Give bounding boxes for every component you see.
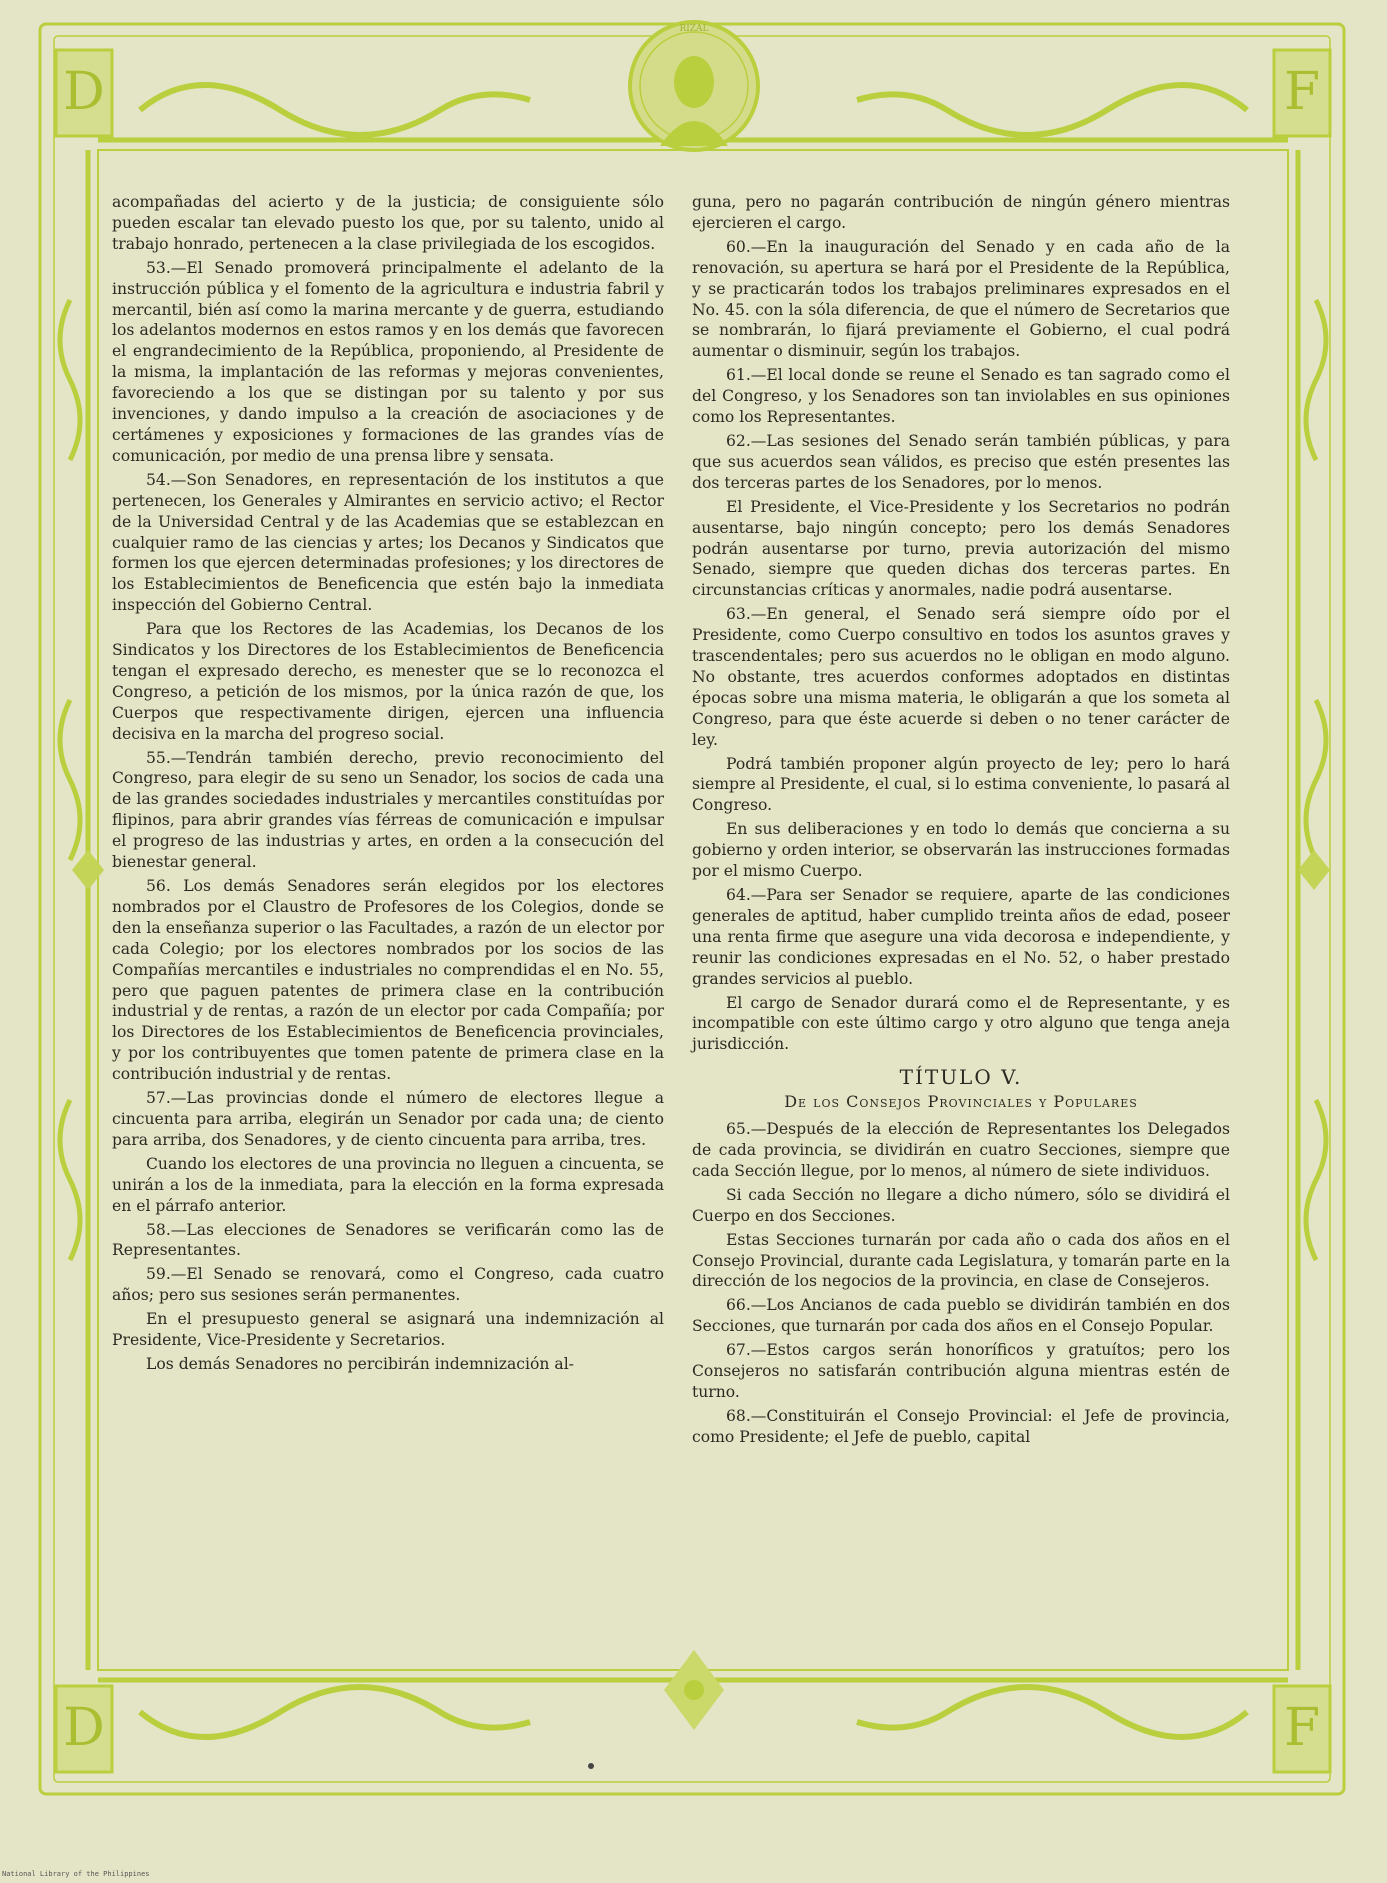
paragraph: guna, pero no pagarán contribución de ningún género mientras ejercieren el cargo.	[692, 193, 1230, 232]
page-dot	[588, 1763, 594, 1769]
paragraph: Cuando los electores de una provincia no lleguen a cincuenta, se unirán a los de la inmediata, para la elección en la forma expresada en el párrafo anterior.	[112, 1154, 664, 1215]
paragraph: 56. Los demás Senadores serán elegidos por los electores nombrados por el Claustro de Profesores de los Colegios, donde se den la enseñanza superior o las Facultades, a razón de un elector por cada Colegio; por los electores nombrados por los socios de las Compañías mercantiles e industriales no comprendidas el en No. 55, pero que paguen patentes de primera clase en la contribución industrial y de rentas, a razón de un elector por cada Compañía; por los Directores de los Establecimientos de Beneficencia provinciales, y por los contribuyentes que tomen patente de primera clase en la contribución industrial y de rentas.	[112, 877, 664, 1084]
right-text-column	[692, 192, 1230, 1451]
paragraph: 57.—Las provincias donde el número de electores llegue a cincuenta para arriba, elegirán un Senador por cada una; de ciento para arriba, dos Senadores, y de ciento cincuenta para arriba, tres.	[112, 1089, 664, 1149]
paragraph: 59.—El Senado se renovará, como el Congreso, cada cuatro años; pero sus sesiones serán permanentes.	[112, 1265, 664, 1305]
paragraph: 55.—Tendrán también derecho, previo reconocimiento del Congreso, para elegir de su seno un Senador, los socios de cada una de las grandes sociedades industriales y mercantiles constituídas por flipinos, para abrir grandes vías férreas de comunicación e impulsar el progreso de las industrias y artes, en orden a la consecución del bienestar general.	[112, 748, 664, 872]
paragraph: El Presidente, el Vice-Presidente y los Secretarios no podrán ausentarse, bajo ningún concepto; pero los demás Senadores podrán ausentarse por turno, previa autorización del mismo Senado, siempre que queden dichas dos terceras partes. En circunstancias críticas y anormales, nadie podrá ausentarse.	[692, 497, 1230, 600]
paragraph: 60.—En la inauguración del Senado y en cada año de la renovación, su apertura se hará por el Presidente de la República, y se practicarán todos los trabajos preliminares expresados en el No. 45. con la sóla diferencia, de que el número de Secretarios que se nombrarán, lo fijará previamente el Gobierno, el cual podrá aumentar o disminuir, según los trabajos.	[692, 237, 1230, 361]
medallion-label: RIZAL	[679, 24, 709, 34]
paragraph: El cargo de Senador durará como el de Representante, y es incompatible con este último cargo y otro alguno que tenga aneja jurisdicción.	[692, 993, 1230, 1054]
paragraph: 65.—Después de la elección de Representantes los Delegados de cada provincia, se dividirán en cuatro Secciones, siempre que cada Sección llegue, por lo menos, al número de siete individuos.	[692, 1120, 1230, 1180]
paragraph: 54.—Son Senadores, en representación de los institutos a que pertenecen, los Generales y Almirantes en servicio activo; el Rector de la Universidad Central y de las Academias que se establezcan en cualquier ramo de las ciencias y artes; los Decanos y Sindicatos que formen los que ejercen determinadas profesiones; y los directores de los Establecimientos de Beneficencia que estén bajo la inmediata inspección del Gobierno Central.	[112, 470, 664, 615]
portrait-medallion	[630, 22, 758, 150]
section-title: TÍTULO V.	[899, 1065, 1023, 1090]
section-subtitle: De los Consejos Provinciales y Populares	[784, 1092, 1138, 1112]
paragraph: 62.—Las sesiones del Senado serán también públicas, y para que sus acuerdos sean válidos, es preciso que estén presentes las dos terceras partes de los Senadores, por lo menos.	[692, 431, 1230, 492]
paragraph: Los demás Senadores no percibirán indemnización al-	[146, 1354, 574, 1373]
paragraph: Si cada Sección no llegare a dicho número, sólo se dividirá el Cuerpo en dos Secciones.	[692, 1185, 1230, 1225]
corner-letter-top-left: D	[63, 62, 105, 122]
paragraph: Podrá también proponer algún proyecto de ley; pero lo hará siempre al Presidente, el cual, si lo estima conveniente, lo pasará al Congreso.	[692, 754, 1230, 815]
paragraph: Estas Secciones turnarán por cada año o cada dos años en el Consejo Provincial, durante cada Legislatura, y tomarán parte en la dirección de los negocios de la provincia, en clase de Consejeros.	[692, 1230, 1230, 1291]
paragraph: En sus deliberaciones y en todo lo demás que concierna a su gobierno y orden interior, se observarán las instrucciones formadas por el mismo Cuerpo.	[692, 820, 1230, 881]
paragraph: 68.—Constituirán el Consejo Provincial: el Jefe de provincia, como Presidente; el Jefe de pueblo, capital	[692, 1406, 1230, 1446]
paragraph: 61.—El local donde se reune el Senado es tan sagrado como el del Congreso, y los Senadores son tan inviolables en sus opiniones como los Representantes.	[692, 366, 1230, 427]
footer-credit: National Library of the Philippines	[2, 1870, 150, 1878]
paragraph: 58.—Las elecciones de Senadores se verificarán como las de Representantes.	[112, 1220, 664, 1260]
paragraph: 63.—En general, el Senado será siempre oído por el Presidente, como Cuerpo consultivo en todos los asuntos graves y trascendentales; pero sus acuerdos no le obligan en modo alguno. No obstante, tres acuerdos conformes adoptados en distintas épocas sobre una misma materia, le obligarán a que los someta al Congreso, para que éste acuerde si deben o no tener carácter de ley.	[692, 605, 1230, 749]
corner-letter-bottom-right: F	[1283, 1698, 1321, 1758]
paragraph: Para que los Rectores de las Academias, los Decanos de los Sindicatos y los Directores de los Establecimientos de Beneficencia tengan el expresado derecho, es menester que se lo reconozca el Congreso, a petición de los mismos, por la única razón de que, los Cuerpos que respectivamente dirigen, ejercen una influencia decisiva en la marcha del progreso social.	[112, 620, 664, 743]
corner-letter-top-right: F	[1283, 62, 1321, 122]
paragraph: 67.—Estos cargos serán honoríficos y gratuítos; pero los Consejeros no satisfarán contribución alguna mientras estén de turno.	[692, 1341, 1230, 1401]
paragraph: En el presupuesto general se asignará una indemnización al Presidente, Vice-Presidente y Secretarios.	[112, 1310, 664, 1350]
paragraph: acompañadas del acierto y de la justicia; de consiguiente sólo pueden escalar tan elevado puesto los que, por su talento, unido al trabajo honrado, pertenecen a la clase privilegiada de los escogidos.	[112, 193, 664, 253]
corner-letter-bottom-left: D	[63, 1698, 105, 1758]
paragraph: 64.—Para ser Senador se requiere, aparte de las condiciones generales de aptitud, haber cumplido treinta años de edad, poseer una renta firme que asegure una vida decorosa e independiente, y reunir las condiciones expresadas en el No. 52, o haber prestado grandes servicios al pueblo.	[692, 886, 1230, 988]
left-text-column	[112, 192, 664, 1378]
paragraph: 53.—El Senado promoverá principalmente el adelanto de la instrucción pública y el fomento de la agricultura e industria fabril y mercantil, bién así como la marina mercante y de guerra, estudiando los adelantos modernos en estos ramos y en los demás que favorecen el engrandecimiento de la República, proponiendo, al Presidente de la misma, la implantación de las reformas y mejoras convenientes, favoreciendo a los que se distingan por su talento y por sus invenciones, y dando impulso a la creación de asociaciones y de certámenes y exposiciones y formaciones de las grandes vías de comunicación, por medio de una prensa libre y sensata.	[112, 258, 664, 465]
paragraph: 66.—Los Ancianos de cada pueblo se dividirán también en dos Secciones, que turnarán por cada dos años en el Consejo Popular.	[692, 1296, 1230, 1336]
